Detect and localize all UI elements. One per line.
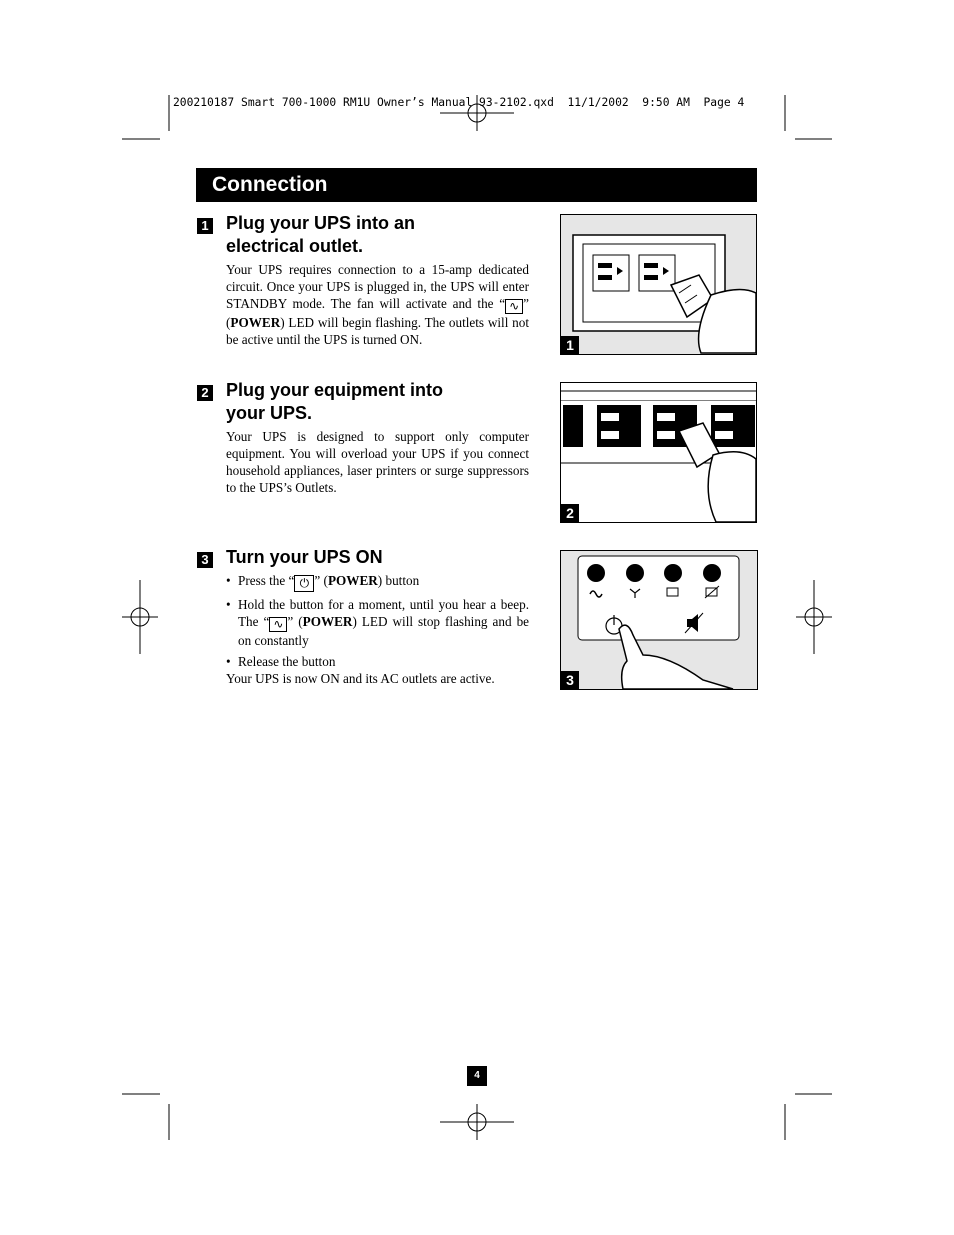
step-1-text-a: Your UPS requires connection to a 15-amp dedicated circuit. Once your UPS is plugged in, the UPS will enter STANDBY mode. The fan will activate and the “ <box>226 262 529 311</box>
step-2-heading-line-2: your UPS. <box>226 403 313 423</box>
step-3-bullet-1 <box>226 572 529 592</box>
step-1-heading-line-1: Plug your UPS into an <box>226 213 416 233</box>
ups-front-panel-illustration <box>561 551 757 689</box>
page-number: 4 <box>467 1066 487 1086</box>
step-3-bullet-2 <box>226 596 529 649</box>
bullet-1-text-b: ” ( <box>314 573 328 588</box>
step-3-closing-text: Your UPS is now ON and its AC outlets are active. <box>226 671 495 686</box>
bullet-2-text-a: Hold the button for a moment, until you hear a beep. The “ <box>238 597 529 629</box>
step-number-2: 2 <box>197 385 213 401</box>
bullet-1-text-c: ) button <box>377 573 420 588</box>
file-slug-line: 200210187 Smart 700-1000 RM1U Owner’s Manual 93-2102.qxd 11/1/2002 9:50 AM Page 4 <box>173 96 745 109</box>
step-3-bullet-list <box>226 572 529 674</box>
section-header-bar <box>196 168 757 202</box>
power-led-symbol-icon: ∿ <box>505 299 523 314</box>
step-3-bullet-3: • Release the button <box>226 653 529 670</box>
step-2-heading-line-1: Plug your equipment into <box>226 380 443 400</box>
step-3-heading: Turn your UPS ON <box>226 547 383 567</box>
step-2-heading <box>226 379 526 425</box>
bullet-1-power-label: POWER <box>327 573 378 588</box>
figure-2-ups-outlets <box>560 382 757 523</box>
step-number-1: 1 <box>197 218 213 234</box>
figure-2-label: 2 <box>561 504 579 522</box>
figure-1-wall-outlet <box>560 214 757 355</box>
bullet-2-text-c: ) LED will stop flashing and be on constantly <box>238 614 530 648</box>
bullet-1-text-a: Press the “ <box>238 573 295 588</box>
step-1-text-b: ” ( <box>226 296 529 330</box>
power-button-symbol-icon: ⏻ <box>294 575 314 592</box>
figure-1-label: 1 <box>561 336 579 354</box>
wall-outlet-plug-illustration <box>561 215 756 354</box>
step-2-text: Your UPS is designed to support only computer equipment. You will overload your UPS if you connect household appliances, laser printers or surge suppressors to the UPS’s Outlets. <box>226 429 529 495</box>
step-number-3: 3 <box>197 552 213 568</box>
bullet-2-text-b: ” ( <box>287 614 303 629</box>
figure-3-front-panel <box>560 550 758 690</box>
bullet-2-power-label: POWER <box>302 614 353 629</box>
section-title: Connection <box>212 173 328 196</box>
step-1-text <box>226 261 529 348</box>
power-led-symbol-icon: ∿ <box>269 617 287 632</box>
step-1-text-c: ) LED will begin flashing. The outlets will not be active until the UPS is turned ON. <box>226 315 529 347</box>
step-1-heading-line-2: electrical outlet. <box>226 236 364 256</box>
step-1-power-label: POWER <box>230 315 281 330</box>
figure-3-label: 3 <box>561 671 579 689</box>
step-1-heading <box>226 212 526 258</box>
ups-outlet-plug-illustration <box>561 383 756 522</box>
